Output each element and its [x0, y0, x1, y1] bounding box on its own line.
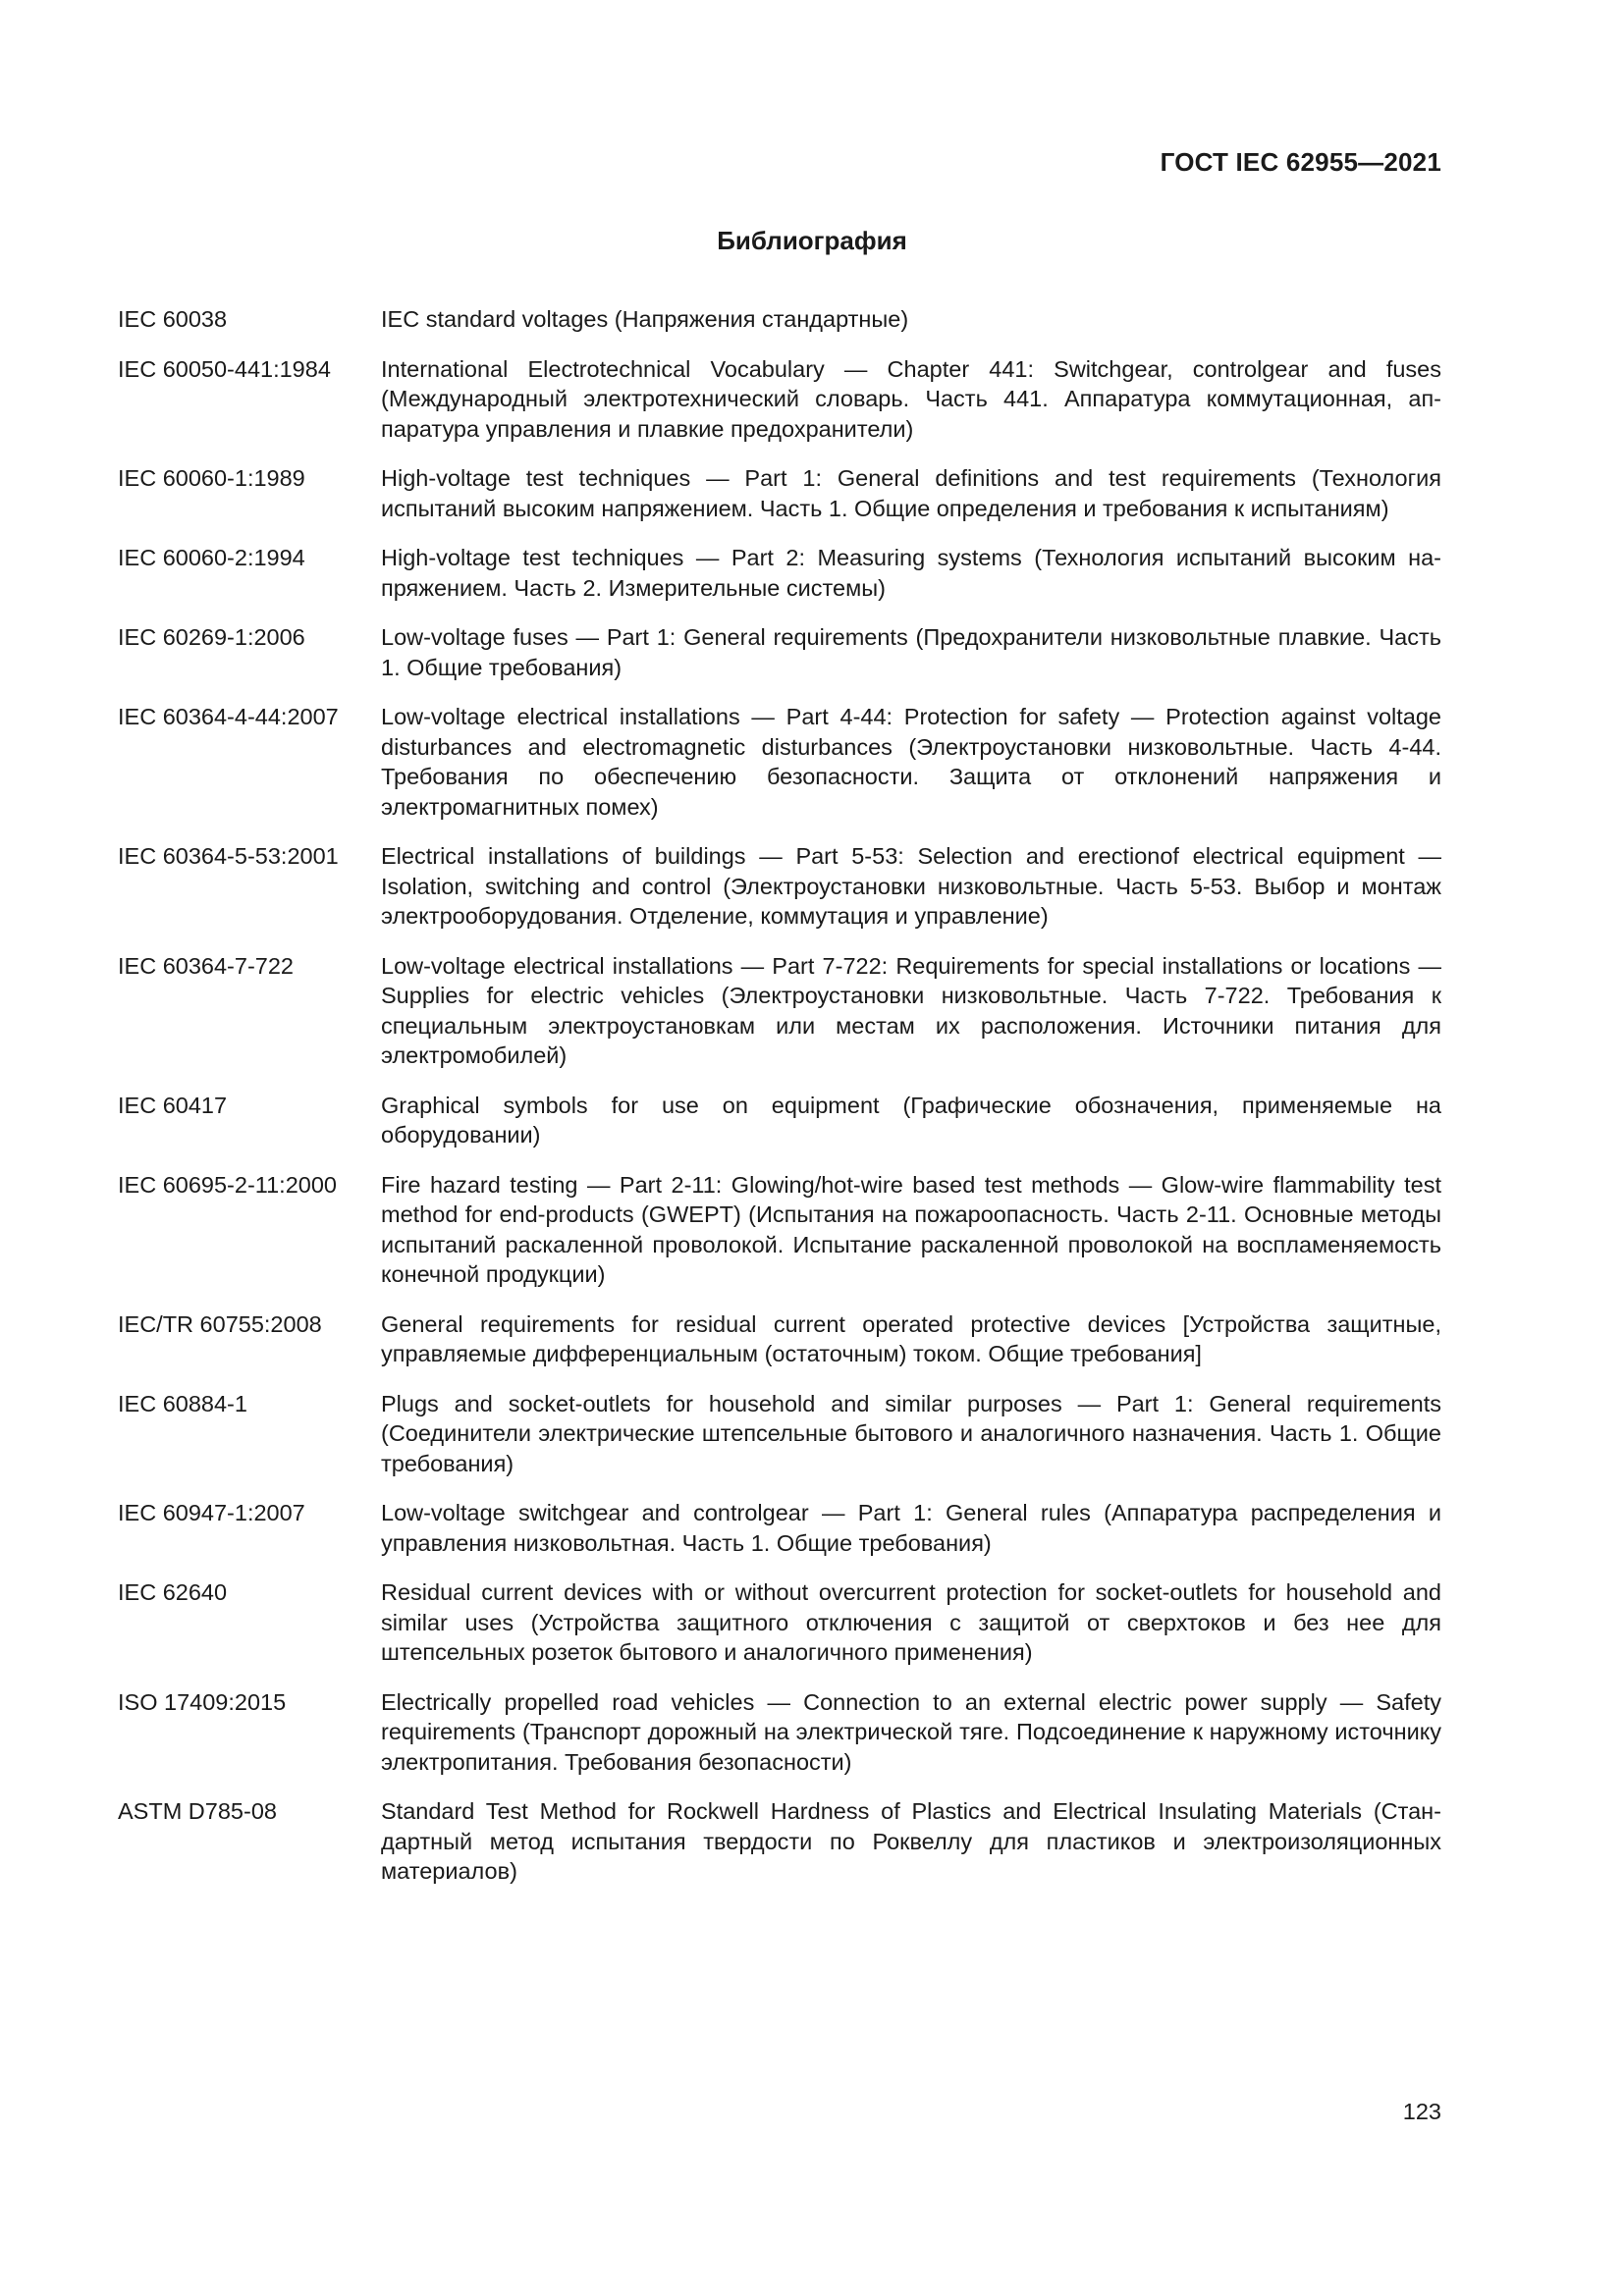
reference-title: General requirements for residual current operated protective devices [Устройства защитные, управляемые дифференциальным (остаточным) током. Общие требования] [381, 1310, 1441, 1366]
bibliography-entry [118, 543, 1441, 603]
reference-code: ASTM D785-08 [118, 1798, 277, 1824]
bibliography-entry [118, 622, 1441, 682]
reference-code: IEC 60060-2:1994 [118, 545, 305, 570]
bibliography-entry [118, 1796, 1441, 1887]
bibliography-entry [118, 1687, 1441, 1778]
bibliography-entry [118, 702, 1441, 822]
bibliography-entry [118, 1170, 1441, 1290]
reference-code: IEC 60364-7-722 [118, 952, 294, 979]
reference-code: ISO 17409:2015 [118, 1688, 287, 1715]
reference-code: IEC 60038 [118, 306, 228, 332]
reference-code: IEC 60947-1:2007 [118, 1500, 305, 1525]
bibliography-entry [118, 1309, 1441, 1369]
reference-code: IEC 62640 [118, 1579, 228, 1605]
reference-code: IEC 60364-5-53:2001 [118, 843, 339, 869]
reference-code: IEC 60884-1 [118, 1390, 247, 1416]
bibliography-entry [118, 951, 1441, 1071]
bibliography-entry [118, 304, 1441, 335]
bibliography-list [118, 304, 1441, 1906]
bibliography-entry [118, 1389, 1441, 1479]
bibliography-entry [118, 1498, 1441, 1558]
reference-title: Low-voltage electrical installations — Part 4-44: Protection for safety — Protection against voltage disturbances and electromagnetic disturbances (Электроустановки низковольтные. Часть 4-44. Требования по обеспечению безопасности. Защита от отклонений напряжения и электромагнитных помех) [381, 704, 1441, 820]
reference-title: IEC standard voltages (Напряжения стандартные) [381, 306, 909, 332]
bibliography-entry [118, 841, 1441, 932]
reference-title: Electrical installations of buildings — Part 5-53: Selection and erectionof electrical equipment — Isolation, switching and control (Электроустановки низковольтные. Часть 5-53. Выбор и монтаж электрооборудования. Отделение, коммутация и управление) [381, 843, 1441, 929]
bibliography-entry [118, 354, 1441, 445]
reference-title: Low-voltage fuses — Part 1: General requirements (Предохранители низковольтные плавкие. Часть 1. Общие требования) [381, 624, 1441, 680]
page-number: 123 [1402, 2099, 1441, 2124]
reference-title: Plugs and socket-outlets for household and similar purposes — Part 1: General requirements (Соединители электрические штепсельные бытового и аналогичного назначения. Часть 1. Общие требования) [381, 1390, 1441, 1476]
bibliography-entry [118, 463, 1441, 523]
reference-title: International Electrotechnical Vocabulary — Chapter 441: Switchgear, controlgear and fuses (Международный электротехнический словарь. Часть 441. Аппаратура коммутационная, аппаратура управления и плавкие предохранители) [381, 355, 1441, 442]
reference-code: IEC 60417 [118, 1092, 228, 1118]
bibliography-entry [118, 1577, 1441, 1668]
bibliography-entry [118, 1091, 1441, 1150]
reference-title: High-voltage test techniques — Part 2: Measuring systems (Технология испытаний высоким напряжением. Часть 2. Измерительные системы) [381, 545, 1441, 601]
reference-title: Residual current devices with or without overcurrent protection for socket-outlets for household and similar uses (Устройства защитного отключения с защитой от сверхтоков и без нее для штепсельных розеток бытового и аналогичного применения) [381, 1579, 1441, 1665]
reference-code: IEC 60060-1:1989 [118, 465, 305, 491]
reference-title: Electrically propelled road vehicles — Connection to an external electric power supply — Safety requirements (Транспорт дорожный на электрической тяге. Подсоединение к наружному источнику электропитания. Требования безопасности) [381, 1688, 1441, 1775]
reference-code: IEC 60269-1:2006 [118, 624, 305, 650]
reference-title: Fire hazard testing — Part 2-11: Glowing/hot-wire based test methods — Glow-wire flammability test method for end-products (GWEPT) (Испытания на пожароопасность. Часть 2-11. Основные методы испытаний раскаленной проволокой. Испытание раскаленной проволокой на воспламеняемость конечной продукции) [381, 1171, 1441, 1287]
reference-code: IEC/TR 60755:2008 [118, 1310, 322, 1337]
document-header: ГОСТ IEC 62955—2021 [1160, 147, 1441, 177]
reference-code: IEC 60050-441:1984 [118, 355, 331, 382]
reference-code: IEC 60364-4-44:2007 [118, 704, 339, 729]
reference-code: IEC 60695-2-11:2000 [118, 1171, 337, 1198]
reference-title: Standard Test Method for Rockwell Hardness of Plastics and Electrical Insulating Materials (Стандартный метод испытания твердости по Роквеллу для пластиков и электроизоляционных материалов) [381, 1798, 1441, 1884]
reference-title: Low-voltage electrical installations — Part 7-722: Requirements for special installations or locations — Supplies for electric vehicles (Электроустановки низковольтные. Часть 7-722. Требования к специальным электроустановкам или местам их расположения. Источники питания для электромобилей) [381, 952, 1441, 1068]
reference-title: Low-voltage switchgear and controlgear — Part 1: General rules (Аппаратура распределения и управления низковольтная. Часть 1. Общие требования) [381, 1500, 1441, 1556]
reference-title: Graphical symbols for use on equipment (Графические обозначения, применяемые на оборудовании) [381, 1092, 1441, 1148]
reference-title: High-voltage test techniques — Part 1: General definitions and test requirements (Технология испытаний высоким напряжением. Часть 1. Общие определения и требования к испытаниям) [381, 465, 1441, 521]
page-title: Библиография [717, 226, 907, 255]
